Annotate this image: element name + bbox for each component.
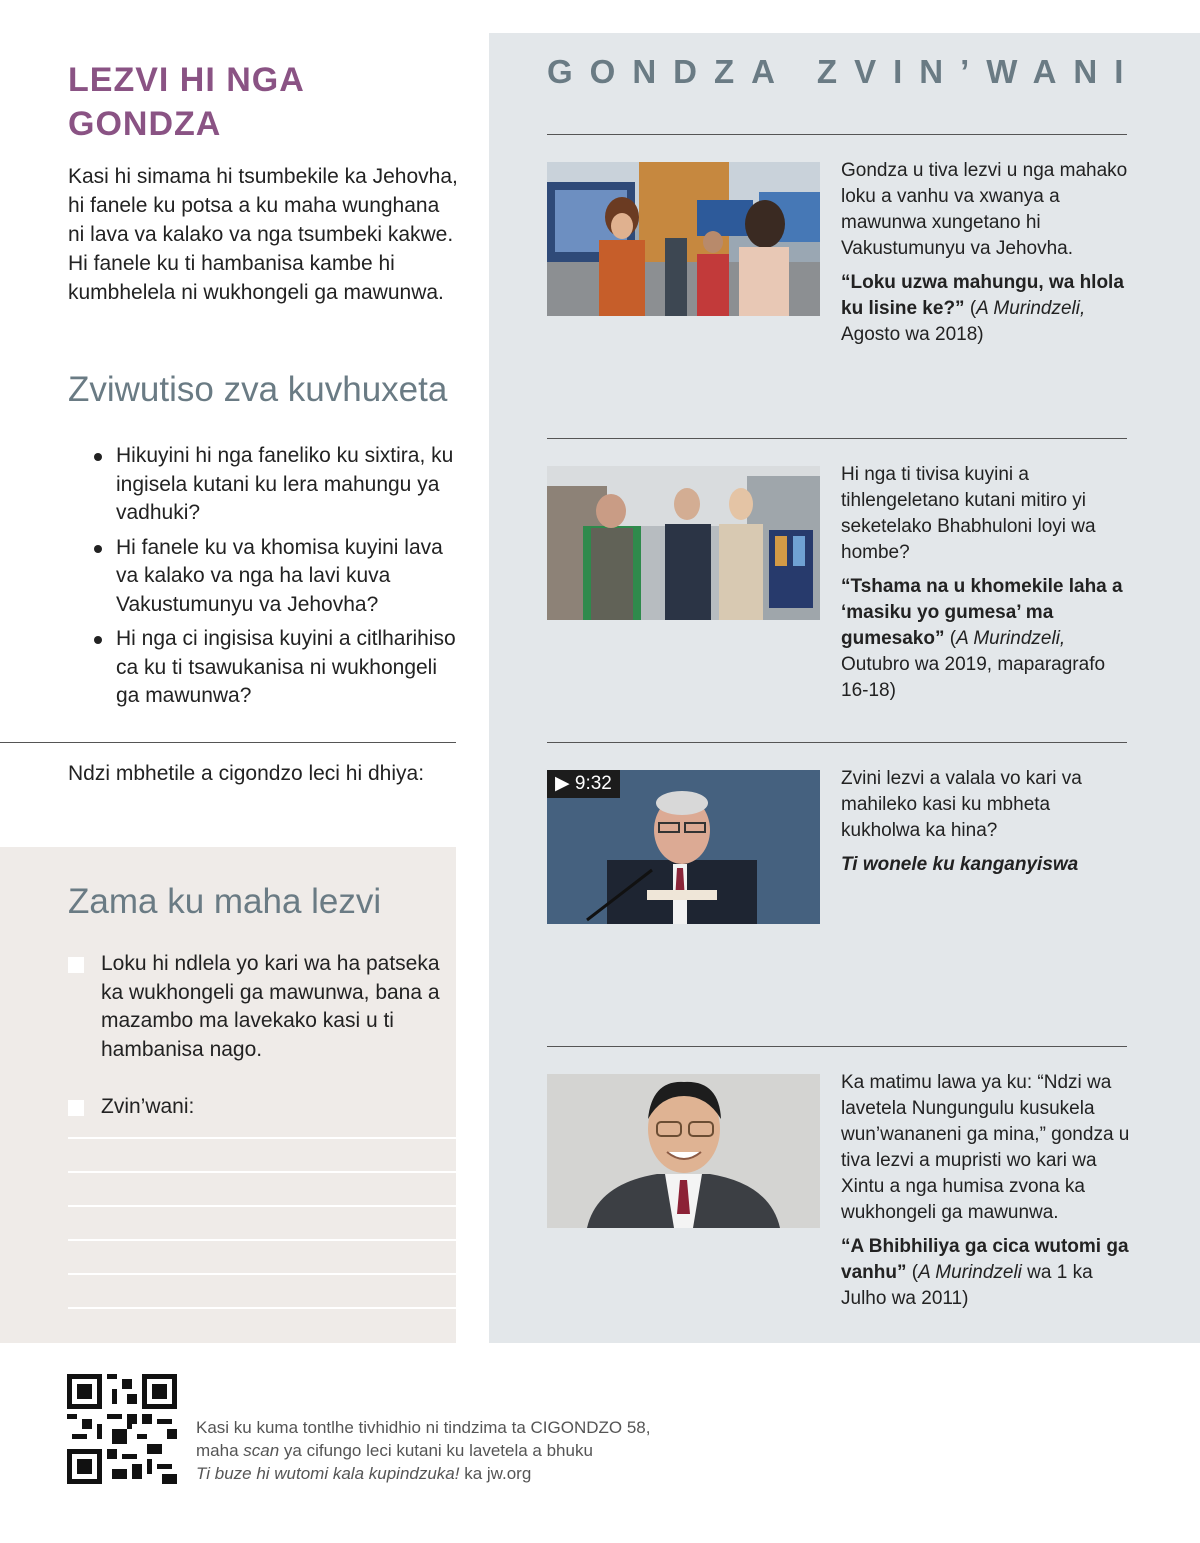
checklist-item[interactable] [68, 1093, 448, 1122]
footer-text-part: maha [196, 1441, 244, 1460]
article-description: Gondza u tiva lezvi u nga mahako loku a vanhu va xwanya a mawunwa xungetano hi Vakustumunyu va Jehovha. [841, 160, 1128, 259]
writing-line[interactable] [68, 1239, 456, 1241]
video-thumbnail[interactable] [547, 770, 820, 924]
smiling-man-portrait [547, 1074, 820, 1228]
video-title[interactable]: Ti wonele ku kanganyiswa [841, 854, 1079, 875]
writing-line[interactable] [68, 1137, 456, 1139]
qr-code-icon[interactable] [67, 1374, 177, 1484]
ref-paren: ( [964, 298, 977, 319]
street-witnessing-photo [547, 466, 820, 620]
article-blurb [841, 1070, 1131, 1312]
video-blurb [841, 766, 1131, 878]
divider [547, 742, 1127, 743]
video-reference[interactable] [841, 852, 1131, 878]
article-thumbnail-portrait[interactable] [547, 1074, 820, 1228]
review-question: Hikuyini hi nga faneliko ku sixtira, ku ingisela kutani ku lera mahungu ya vadhuki? [92, 442, 458, 528]
divider [547, 438, 1127, 439]
footer-text-part: ya cifungo leci kutani ku lavetela a bhuku [279, 1441, 593, 1460]
footer-line: Kasi ku kuma tontlhe tivhidhio ni tindzima ta CIGONDZO 58, [196, 1418, 651, 1437]
publication-issue: wa 1 ka Julho wa 2011) [841, 1262, 1093, 1309]
article-description: Ka matimu lawa ya ku: “Ndzi wa lavetela Nungungulu kusukela wun’wananeni ga mina,” gondza u tiva lezvi a mupristi wo kari wa Xintu a nga humisa zvona ka wukhongeli ga mawunwa. [841, 1072, 1130, 1223]
publication-name: A Murindzeli, [956, 628, 1066, 649]
news-crowd-illustration [547, 162, 820, 316]
checkbox[interactable] [68, 957, 84, 973]
checklist-item-label: Zvin’wani: [101, 1095, 195, 1118]
book-title[interactable]: Ti buze hi wutomi kala kupindzuka! [196, 1464, 460, 1483]
article-reference[interactable] [841, 1234, 1131, 1312]
review-question: Hi fanele ku va khomisa kuyini lava va kalako va nga ha lavi kuva Vakustumunyu va Jehovha? [92, 534, 458, 620]
review-questions-heading: Zviwutiso zva kuvhuxeta [68, 370, 448, 409]
article-reference[interactable] [841, 574, 1131, 704]
checklist-item[interactable] [68, 950, 448, 1064]
article-thumbnail-ministry[interactable] [547, 466, 820, 620]
writing-line[interactable] [68, 1171, 456, 1173]
writing-line[interactable] [68, 1205, 456, 1207]
article-blurb [841, 462, 1131, 704]
footer-note [196, 1416, 756, 1485]
footer-line [196, 1439, 756, 1462]
explore-more-heading: GONDZA ZVIN’WANI [547, 53, 1141, 90]
publication-name: A Murindzeli [918, 1262, 1022, 1283]
intro-paragraph: Kasi hi simama hi tsumbekile ka Jehovha, hi fanele ku potsa a ku maha wunghana ni lava va kalako va nga tsumbeki kakwe. Hi fanele ku ti hambanisa kambe hi kumbhelela ni wukhongeli ga mawunwa. [68, 165, 458, 304]
publication-name: A Murindzeli, [976, 298, 1086, 319]
publication-issue: Agosto wa 2018) [841, 324, 984, 345]
article-title[interactable]: “Loku uzwa mahungu, wa hlola ku lisine ke?” [841, 272, 1124, 319]
ref-paren: ( [906, 1262, 919, 1283]
video-description: Zvini lezvi a valala vo kari va mahileko kasi ku mbheta kukholwa ka hina? [841, 768, 1082, 841]
checkbox[interactable] [68, 1100, 84, 1116]
article-blurb [841, 158, 1131, 348]
footer-text-part: scan [243, 1441, 280, 1460]
review-questions-list [92, 442, 458, 717]
ref-paren: ( [944, 628, 957, 649]
footer-text-part: ka jw.org [459, 1464, 532, 1483]
review-question: Hi nga ci ingisisa kuyini a citlharihiso ca ku ti tsawukanisa ni wukhongeli ga mawunwa? [92, 625, 458, 711]
article-title[interactable]: “Tshama na u khomekile laha a ‘masiku yo gumesa’ ma gumesako” [841, 576, 1123, 649]
article-thumbnail-news[interactable] [547, 162, 820, 316]
page-title: LEZVI HI NGA GONDZA [68, 61, 304, 143]
try-this-heading: Zama ku maha lezvi [68, 882, 382, 921]
article-title[interactable]: “A Bhibhiliya ga cica wutomi ga vanhu” [841, 1236, 1129, 1283]
writing-line[interactable] [68, 1273, 456, 1275]
video-duration-badge: ▶ 9:32 [547, 770, 620, 798]
article-description: Hi nga ti tivisa kuyini a tihlengeletano kutani mitiro yi seketelako Bhabhuloni loyi wa hombe? [841, 464, 1096, 563]
divider [547, 1046, 1127, 1047]
publication-issue: Outubro wa 2019, maparagrafo 16-18) [841, 654, 1106, 701]
footer-line [196, 1462, 756, 1485]
qr-code-graphic [67, 1374, 177, 1484]
divider [547, 134, 1127, 135]
divider [0, 742, 456, 743]
writing-line[interactable] [68, 1307, 456, 1309]
checklist-item-label: Loku hi ndlela yo kari wa ha patseka ka wukhongeli ga mawunwa, bana a mazambo ma lavekako kasi u ti hambanisa nago. [101, 952, 440, 1061]
article-reference[interactable] [841, 270, 1131, 348]
completion-date-label: Ndzi mbhetile a cigondzo leci hi dhiya: [68, 762, 425, 785]
